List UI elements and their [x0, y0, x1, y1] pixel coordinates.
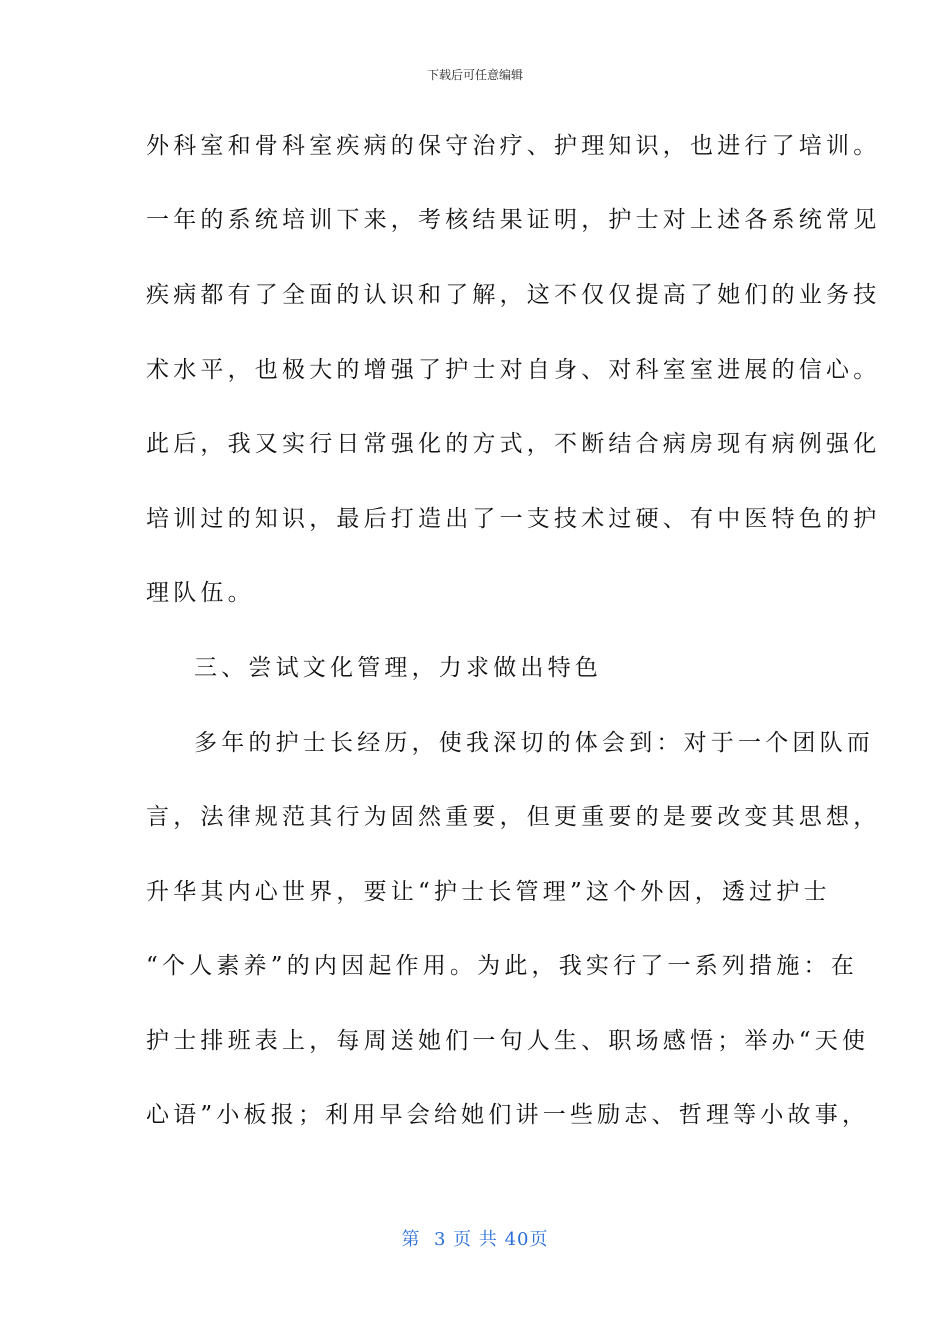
text-line: 培训过的知识，最后打造出了一支技术过硬、有中医特色的护	[146, 506, 881, 532]
text-line: 升华其内心世界，要让“护士长管理”这个外因，透过护士	[146, 879, 831, 905]
text-line: “个人素养”的内因起作用。为此，我实行了一系列措施：在	[146, 953, 858, 979]
text-line: 护士排班表上，每周送她们一句人生、职场感悟；举办“天使	[146, 1028, 870, 1054]
text-line: 术水平，也极大的增强了护士对自身、对科室室进展的信心。	[146, 357, 881, 383]
page-header: 下载后可任意编辑	[426, 68, 523, 82]
text-line: 言，法律规范其行为固然重要，但更重要的是要改变其思想，	[146, 804, 881, 830]
text-line: 理队伍。	[146, 580, 255, 606]
text-line: 外科室和骨科室疾病的保守治疗、护理知识，也进行了培训。	[146, 133, 881, 159]
text-line: 心语”小板报；利用早会给她们讲一些励志、哲理等小故事，	[146, 1102, 870, 1128]
section-heading: 三、尝试文化管理，力求做出特色	[194, 655, 602, 681]
page-footer: 第 3 页 共 40页	[401, 1229, 549, 1250]
text-line: 一年的系统培训下来，考核结果证明，护士对上述各系统常见	[146, 207, 881, 233]
text-line: 此后，我又实行日常强化的方式，不断结合病房现有病例强化	[146, 431, 881, 457]
text-line: 多年的护士长经历，使我深切的体会到：对于一个团队而	[194, 730, 874, 756]
text-line: 疾病都有了全面的认识和了解，这不仅仅提高了她们的业务技	[146, 282, 881, 308]
